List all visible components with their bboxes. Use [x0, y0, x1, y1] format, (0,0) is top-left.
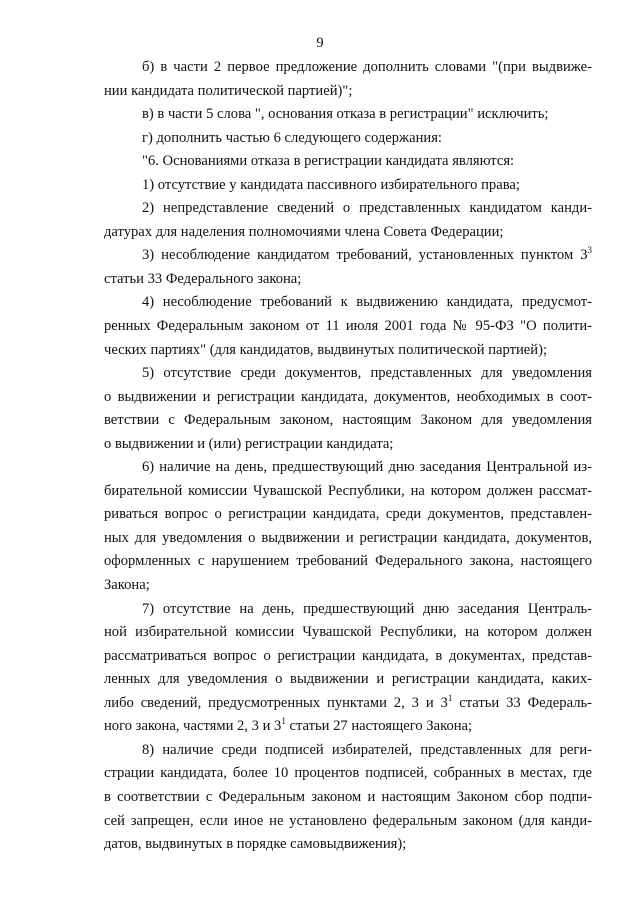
text-line: оформленных с нарушением требований Федерального закона, настоящего — [104, 553, 592, 570]
text-line: 4) несоблюдение требований к выдвижению кандидата, предусмот- — [142, 294, 592, 311]
text-line: ленных для уведомления о выдвижении и регистрации кандидата, каких- — [104, 671, 592, 688]
text-line: риваться вопрос о регистрации кандидата, среди документов, представлен- — [104, 506, 592, 523]
text-line: статьи 33 Федерального закона; — [104, 270, 302, 287]
text-line: страции кандидата, более 10 процентов подписей, собранных в местах, где — [104, 765, 592, 782]
text-line: ренных Федеральным законом от 11 июля 2001 года № 95-ФЗ "О полити- — [104, 318, 592, 335]
text-line: 3) несоблюдение кандидатом требований, установленных пунктом $3^3$ — [142, 245, 592, 264]
text-line: 7) отсутствие на день, предшествующий дню заседания Централь- — [142, 600, 592, 617]
text-line: датов, выдвинутых в порядке самовыдвижения); — [104, 836, 407, 853]
text-line: ной избирательной комиссии Чувашской Республики, на котором должен — [104, 624, 592, 641]
text-line: 6) наличие на день, предшествующий дню заседания Центральной из- — [142, 459, 592, 476]
page-number: 9 — [316, 35, 324, 51]
text-line: датурах для наделения полномочиями члена Совета Федерации; — [104, 223, 504, 240]
text-line: 1) отсутствие у кандидата пассивного избирательного права; — [142, 176, 520, 193]
text-line: б) в части 2 первое предложение дополнить словами "(при выдвиже- — [142, 59, 592, 75]
text-line: о выдвижении и регистрации кандидата, документов, необходимых в соот- — [104, 388, 592, 405]
text-line: "6. Основаниями отказа в регистрации кандидата являются: — [142, 153, 515, 170]
text-line: ного закона, частями 2, 3 и $3^1$ статьи 27 настоящего Закона; — [104, 716, 473, 735]
text-line: либо сведений, предусмотренных пунктами 2, 3 и $3^1$ статьи 33 Федераль- — [104, 692, 592, 711]
text-line: ветствии с Федеральным законом, настоящим Законом для уведомления — [104, 412, 592, 429]
text-line: ных для уведомления о выдвижении и регистрации кандидата, документов, — [104, 529, 592, 546]
text-line: бирательной комиссии Чувашской Республики, на котором должен рассмат- — [104, 482, 592, 499]
text-line: 5) отсутствие среди документов, представленных для уведомления — [142, 365, 592, 382]
text-line: 2) непредставление сведений о представленных кандидатом канди- — [142, 200, 592, 217]
text-line: нии кандидата политической партией)"; — [104, 82, 353, 99]
document-body — [104, 56, 592, 857]
text-line: о выдвижении и (или) регистрации кандидата; — [104, 435, 394, 452]
text-line: 8) наличие среди подписей избирателей, представленных для реги- — [142, 741, 592, 758]
text-line: в) в части 5 слова ", основания отказа в регистрации" исключить; — [142, 106, 549, 123]
text-line: рассматриваться вопрос о регистрации кандидата, в документах, представ- — [104, 647, 592, 664]
text-line: ческих партиях" (для кандидатов, выдвинутых политической партией); — [104, 341, 548, 358]
text-line: сей запрещен, если иное не установлено федеральным законом (для канди- — [104, 812, 592, 829]
text-line: в соответствии с Федеральным законом и настоящим Законом сбор подпи- — [104, 788, 592, 805]
text-line: Закона; — [104, 577, 150, 594]
text-line: г) дополнить частью 6 следующего содержания: — [142, 129, 442, 146]
